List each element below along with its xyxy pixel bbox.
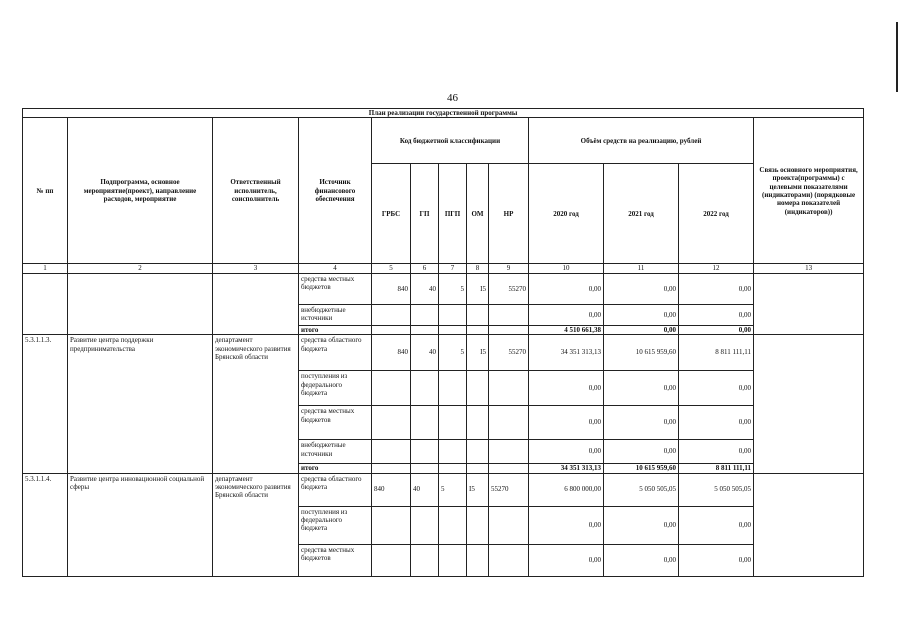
col-num: 13: [754, 264, 864, 273]
cell-2021: 0,00: [604, 371, 679, 406]
cell-source: итого: [299, 325, 372, 334]
table-row: [23, 273, 864, 304]
table-row: [23, 335, 864, 371]
cell-2021: 0,00: [604, 325, 679, 334]
cell-2022: 0,00: [679, 406, 754, 440]
cell-2022: 8 811 111,11: [679, 335, 754, 371]
cell-2021: 0,00: [604, 544, 679, 576]
cell-2020: 0,00: [529, 371, 604, 406]
cell-2021: 10 615 959,60: [604, 464, 679, 473]
cell-2022: 0,00: [679, 273, 754, 304]
cell-om: I5: [467, 273, 489, 304]
cell-source: средства местных бюджетов: [299, 406, 372, 440]
cell-2020: 0,00: [529, 440, 604, 464]
header-row: [23, 118, 864, 164]
cell-source: средства областного бюджета: [299, 473, 372, 506]
cell-name: Развитие центра инновационной социальной сферы: [68, 473, 213, 576]
header-num: № пп: [23, 118, 68, 264]
table-title-row: [23, 109, 864, 118]
header-2021: 2021 год: [604, 164, 679, 264]
cell-2020: 0,00: [529, 544, 604, 576]
header-gp: ГП: [411, 164, 439, 264]
col-num: 8: [467, 264, 489, 273]
cell-2022: 0,00: [679, 544, 754, 576]
cell-2020: 34 351 313,13: [529, 464, 604, 473]
cell-2022: 0,00: [679, 304, 754, 325]
cell-link: [754, 335, 864, 473]
table-row: [23, 473, 864, 506]
column-numbers-row: [23, 264, 864, 273]
cell-link: [754, 273, 864, 334]
scan-edge-mark: [896, 22, 898, 92]
cell-grbs: 840: [372, 335, 411, 371]
cell-source: внебюджетные источники: [299, 304, 372, 325]
table-title: План реализации государственной программы: [23, 109, 864, 118]
col-num: 7: [439, 264, 467, 273]
cell-responsible: департамент экономического развития Брянской области: [213, 473, 299, 576]
col-num: 3: [213, 264, 299, 273]
cell-responsible: [213, 273, 299, 334]
header-2020: 2020 год: [529, 164, 604, 264]
cell-om: I5: [467, 473, 489, 506]
cell-source: внебюджетные источники: [299, 440, 372, 464]
cell-gp: 40: [411, 273, 439, 304]
header-pgp: ПГП: [439, 164, 467, 264]
cell-2021: 0,00: [604, 406, 679, 440]
cell-2022: 8 811 111,11: [679, 464, 754, 473]
cell-name: Развитие центра поддержки предпринимательства: [68, 335, 213, 473]
col-num: 6: [411, 264, 439, 273]
col-num: 12: [679, 264, 754, 273]
cell-2020: 6 800 000,00: [529, 473, 604, 506]
cell-2020: 0,00: [529, 273, 604, 304]
col-num: 9: [489, 264, 529, 273]
cell-2020: 4 510 661,38: [529, 325, 604, 334]
cell-2022: 5 050 505,05: [679, 473, 754, 506]
cell-2021: 0,00: [604, 304, 679, 325]
header-om: ОМ: [467, 164, 489, 264]
cell-grbs: 840: [372, 273, 411, 304]
cell-pgp: 5: [439, 273, 467, 304]
cell-source: средства областного бюджета: [299, 335, 372, 371]
col-num: 11: [604, 264, 679, 273]
cell-gp: 40: [411, 473, 439, 506]
cell-name: [68, 273, 213, 334]
header-responsible: Ответственный исполнитель, соисполнитель: [213, 118, 299, 264]
header-source: Источник финансового обеспечения: [299, 118, 372, 264]
col-num: 1: [23, 264, 68, 273]
cell-2020: 0,00: [529, 506, 604, 544]
col-num: 5: [372, 264, 411, 273]
cell-np: 55270: [489, 473, 529, 506]
program-plan-table: [22, 108, 864, 577]
cell-om: I5: [467, 335, 489, 371]
cell-source: поступления из федерального бюджета: [299, 371, 372, 406]
cell-link: [754, 473, 864, 576]
cell-2020: 0,00: [529, 406, 604, 440]
cell-source: средства местных бюджетов: [299, 273, 372, 304]
cell-2022: 0,00: [679, 371, 754, 406]
cell-num: 5.3.1.1.4.: [23, 473, 68, 576]
cell-2022: 0,00: [679, 440, 754, 464]
cell-grbs: 840: [372, 473, 411, 506]
header-2022: 2022 год: [679, 164, 754, 264]
cell-2021: 0,00: [604, 506, 679, 544]
col-num: 4: [299, 264, 372, 273]
header-volume: Объём средств на реализацию, рублей: [529, 118, 754, 164]
cell-pgp: 5: [439, 473, 467, 506]
col-num: 2: [68, 264, 213, 273]
page-number: 46: [447, 92, 458, 104]
cell-2021: 5 050 505,05: [604, 473, 679, 506]
header-np: НР: [489, 164, 529, 264]
cell-2021: 10 615 959,60: [604, 335, 679, 371]
cell-source: средства местных бюджетов: [299, 544, 372, 576]
cell-2022: 0,00: [679, 325, 754, 334]
cell-source: поступления из федерального бюджета: [299, 506, 372, 544]
col-num: 10: [529, 264, 604, 273]
cell-responsible: департамент экономического развития Брянской области: [213, 335, 299, 473]
header-link: Связь основного мероприятия, проекта(программы) с целевыми показателями (индикаторами) (порядковые номера показателей (индикаторов)): [754, 118, 864, 264]
header-subprogram: Подпрограмма, основное мероприятие(проект), направление расходов, мероприятие: [68, 118, 213, 264]
cell-2021: 0,00: [604, 440, 679, 464]
cell-2020: 0,00: [529, 304, 604, 325]
header-grbs: ГРБС: [372, 164, 411, 264]
cell-2020: 34 351 313,13: [529, 335, 604, 371]
cell-np: 55270: [489, 335, 529, 371]
cell-num: 5.3.1.1.3.: [23, 335, 68, 473]
header-budget-code: Код бюджетной классификации: [372, 118, 529, 164]
cell-pgp: 5: [439, 335, 467, 371]
cell-2021: 0,00: [604, 273, 679, 304]
cell-2022: 0,00: [679, 506, 754, 544]
cell-source: итого: [299, 464, 372, 473]
cell-gp: 40: [411, 335, 439, 371]
cell-num: [23, 273, 68, 334]
cell-np: 55270: [489, 273, 529, 304]
